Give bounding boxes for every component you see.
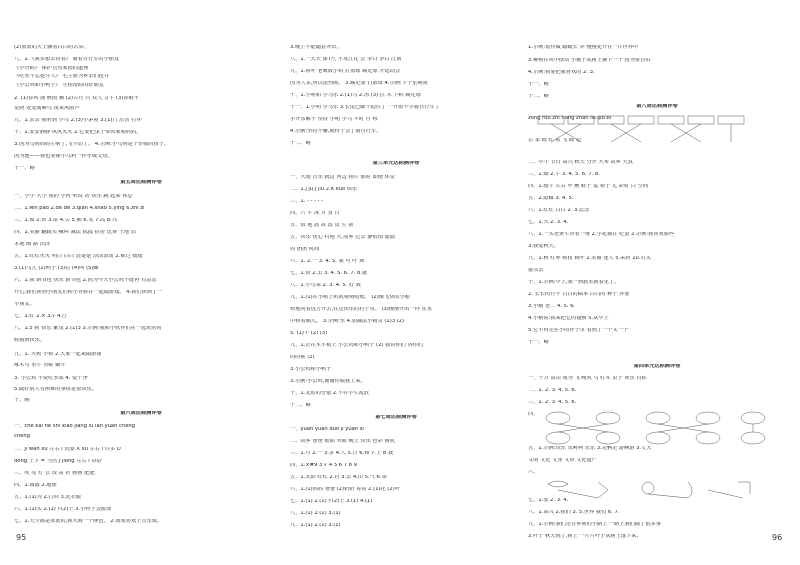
answer-line: 七、1.红 2.× 3.√ 4.○ — [14, 314, 67, 319]
answer-line: 八、1.5 树 快乐 繁茂 2.(1)3 3.示例:我和小伙伴们在一起玩的时 — [14, 326, 162, 331]
answer-line: 八、1.一头老黄牛背着一堆 2.小花猫在 吃蛋 2.示例:我喜欢那些 — [528, 232, 675, 237]
section-heading: 第七周达标测评卷 — [375, 415, 417, 420]
answer-line: 中转着圈儿。 3.示例:水 4.加减法小精灵 (1)3 (2) — [290, 319, 405, 324]
answer-line: 5.做好别人有困难的事情是很快乐。 — [14, 387, 97, 392]
answer-line: 2. 长长的竹竿 白白的糯米 白白的 种子 外婆 — [528, 292, 630, 297]
matching-diagram — [528, 114, 778, 158]
answer-line: 十二、略 — [528, 94, 549, 99]
answer-line: 四、六 平 冰 月 直 日 — [290, 211, 340, 216]
answer-line: 觉晓 处处闻啼鸟 夜来风雨声 — [14, 106, 80, 111]
answer-line: 十二、略 — [290, 141, 311, 146]
answer-line: 3.我爱秋天。 — [528, 244, 559, 249]
answer-line: 五、2.隐藏 3. 4. 5. — [528, 196, 574, 201]
answer-line: 九、1.荷叶 老鹰数小鸡 打篮球 踢足球 开运动会 — [290, 69, 401, 74]
page-number-right: 96 — [772, 533, 783, 542]
answer-line: 3.因为乌鸦妈妈生病了,飞不动了。 4.示例:小乌鸦是个孝敬的孩子, — [14, 142, 166, 147]
section-heading: 第六周达标测评卷 — [120, 411, 162, 416]
answer-line: 3.(1)马儿 (2)鸭子 (3)拉 (4)叫 (5)蜂 — [14, 266, 99, 271]
answer-line: 1.示例:很待做 蜡蜡长 穿 慢慢花开在一片世界中 — [528, 45, 639, 50]
answer-line: 十、1.友谊的分量 2.不许学生乱放 — [290, 391, 369, 396]
answer-line: 八、1.小鸟来 2. 3. 4. 5. 好 数 — [290, 283, 361, 288]
answer-line: zōng rou zhǐ hóng zhān fēi pò bì — [528, 116, 612, 121]
answer-line: 六、1. 2.一 3. 4. 5. 我 可 叶 舞 — [290, 259, 365, 264]
answer-line: 2. (1)春风 蒲 秋雨 飘 (2)古月 吕 双人 言午 (3)春眠不 — [14, 96, 139, 101]
answer-line: 六、 — [528, 470, 539, 475]
answer-line: 三、1.烟 2.午 3. 4. 5. 6. 7. 8. — [528, 172, 600, 177]
answer-line: 十、1.安安静静 风风火火 2.它要把虫子带回家喂妈妈。 — [14, 130, 142, 135]
answer-line: (2)蓝蓝的天上飘着白白的云朵。 — [14, 45, 89, 50]
answer-line: 一、大地 音乐 就这 河边 相片 那时 即使 休觉 — [290, 175, 395, 180]
answer-line: 三、1. 2. 3. 4. 5. 6. — [528, 400, 577, 405]
answer-line: 六、1.(1)头 2.(1)下(2)上 3.小鸭子会游泳 — [14, 507, 112, 512]
answer-line: 开心,我们读到小朋友们和小青蛙在一起做游戏。 4.我们读到了一 — [14, 290, 163, 295]
section-heading: 第五周达标测评卷 — [120, 180, 162, 185]
answer-line: 啄木鸟 水牛 青蛙 蜗牛 — [14, 363, 66, 368]
answer-line: 一、chē kāi hé shí xiǎo jiāng lǜ lǎn yuǎn chéng — [14, 424, 135, 429]
answer-line: 一、千万 高山 成为 飞 晚风 马 红军 虫子 欢乐 目标 — [528, 376, 647, 381]
answer-line: 3.柳树在风中摆动 小猴子从树上摘下一个 因为要自由 — [528, 58, 651, 63]
answer-line: 七、1.(1) 2.(1)下(2)上 3.(1) 4.(1) — [290, 499, 373, 504]
answer-line: 四、1.缓午 左右 甲 鲤 蛙子 麦 筷子 尤 彩虹 白 空间 — [528, 184, 649, 189]
answer-line: 小朋友。 — [14, 302, 35, 307]
answer-line: 五、1.(1)为 2.打回 3.洗衣服 — [14, 495, 81, 500]
answer-line: 四、1.圆圆 2.地球 — [14, 483, 57, 488]
answer-line: 接头去 — [528, 268, 544, 273]
answer-line: 《小青蛙》 保护自然家园的道理 — [14, 66, 89, 71]
answer-line: 七、1.张 2. 3. 4. — [528, 498, 569, 503]
answer-line: 3.叶子 秋天到了,树上 一片片叶子从树上落下来。 — [528, 534, 642, 539]
picture-matching-figure — [528, 478, 778, 502]
answer-line: 总 柔 纸 红 站 飞 破 必 — [528, 138, 582, 143]
answer-line: 八、1.《我多想去看看》 骑着自行车的小朋友 — [14, 57, 120, 62]
section-heading: 第八周达标测评卷 — [636, 104, 678, 109]
answer-line: 3.小鹅 老二 4. 5. 6. — [528, 304, 576, 309]
answer-line: dong 上下 = 当然 J jiong 左右 l 讲话 — [14, 459, 102, 464]
answer-line: 5. (1)不 (2) (3) — [290, 331, 328, 336]
answer-line: 五、1.太阳 红红 2.自 3.去 4.山 5.气 6.朵 — [290, 475, 387, 480]
answer-line: 《小公鸡和小鸭子》 互相帮助的好朋友 — [14, 83, 104, 88]
answer-line: 五、1.示例:玩乐 乐呵呵 乐乐 3.走啊走 游啊游 3.丈夫 — [528, 446, 652, 451]
answer-line: 六、1.红红 白白 2. 3.思念 — [528, 208, 590, 213]
leaf-matching-figure — [528, 410, 778, 446]
answer-line: 二、1.j ju J jiu 2.K kuo 快乐 — [290, 187, 358, 192]
section-heading: 第三单元达标测评卷 — [372, 161, 420, 166]
answer-line: 十、1.示例:早上,我一到教室就看见了。 — [528, 280, 620, 285]
answer-line: 十一、1.小明 小马乐 3.长尾巴脚十稳住了 一开始不学骑自行车了 — [290, 105, 440, 110]
answer-line: 九、1.(1) 2.(1) 3.(1) — [290, 523, 341, 528]
answer-line: 六、1.(1)妈妈 爸爸 (2)奶奶 哥哥 2.(1)花 (2)叶 — [290, 487, 400, 492]
answer-line: 五、快乐 忧心 村地 大 故乡 过去 静悄悄 溜溜 — [290, 235, 395, 240]
answer-line: 九、1.示例:我们走在乡间的小路上 一路上我们做了很多事 — [528, 522, 661, 527]
answer-line: 的 团团 时间 — [290, 247, 320, 252]
answer-line: 三、1.船 2.伙 3.苗 4.尖 5.鹅 6.笑 7.高 8.兴 — [14, 218, 118, 223]
answer-line: 候感到快乐。 — [14, 338, 46, 343]
answer-line: 三、1. - - - - - — [290, 199, 323, 204]
answer-line: 十一、略 — [528, 82, 549, 87]
answer-line: 十、略 — [14, 398, 30, 403]
answer-line: 七、1.天空都是蓝蓝的,和大海一个颜色。 2.姐姐喜欢上音乐课。 — [14, 519, 163, 524]
answer-line: 二、jǐ wan xu 左右 l 玩耍 X xu 左右 l 许多 D — [14, 447, 121, 452]
answer-line: 六、1.我 新书包 快乐 新书包 2.因为今天小公鸡不能再 有意思 — [14, 278, 157, 283]
answer-line: 轻地向着远方开去,在这快乐的村子里。 (3)像掰开的一样 在水 — [290, 307, 432, 312]
answer-line: 3.晚上不能随意外出。 — [290, 45, 342, 50]
answer-line: 四、1.美丽 翻跟头 喊叫 减法 孤孤 搭房 比赛 土地 沼 — [14, 230, 136, 235]
answer-line: 七、1.快 2.去 3. 4. 5. 6. 7. 8.就 — [290, 271, 368, 276]
answer-line: 因为人多,所以很热闹。 3.踢足球 打篮球 4.示例:下个星期我 — [290, 81, 428, 86]
answer-line: 八、1.一天天 深T尺 不及江花 尝 李白 李白 江南 — [290, 57, 402, 62]
answer-line: 十一、略 — [528, 340, 549, 345]
answer-line: 二、故乡 爸爸 歌曲 外面 晚上 快乐 色彩 商机 — [290, 439, 395, 444]
page-number-left: 95 — [16, 533, 27, 542]
answer-line: 五、饭 地 鼓 故 改 皮 生 我 — [290, 223, 354, 228]
answer-line: 九、1.亲亲 我听到 小鸟 2.(3)小茅屋 3.(1)门 厉害 打坏 — [14, 118, 142, 123]
answer-line: 木地 细 路 沼泽 — [14, 242, 51, 247]
answer-line: 4.小鹅说:我来把它的翅膀 5.从早上 — [528, 316, 609, 321]
answer-line: 一、小小 大小 我的 小河 听说 话 快乐 跳 起来 休息 — [14, 194, 133, 199]
answer-line: 十、1.小明和 小马乐 2.(1)马 2.汤 (3) 拉 木 下鞋 踢足球 — [290, 93, 421, 98]
answer-line: 九、1.秋 红枣 树枝 树叶 2.美丽 迷人 5.采药 10.石头 — [528, 256, 651, 261]
answer-line: 的时候 (2) — [290, 355, 315, 360]
answer-line: 九、1.(1)在小树上叽叽喳喳唱歌。 (2)像飞快的小船 — [290, 295, 410, 300]
answer-line: 三、1.月 2.一 3.多 4.人 5.日 6.和 7.上 8.我 — [290, 451, 394, 456]
answer-line: 四、 — [528, 412, 539, 417]
answer-line: 3.小公鸡和小鸭子 — [290, 367, 332, 372]
section-heading: 第四单元达标测评卷 — [633, 364, 681, 369]
answer-line: 《吃水不忘挖井人》 毛主席为乡亲们挖井 — [14, 74, 110, 79]
answer-line: 七、1.大 2. 3. 4. — [528, 220, 569, 225]
answer-line: 二、1.fēn pǎo 2.dé de 3.qiān 4.shǎo 5.yǐng 6.zhī zǐ — [14, 206, 145, 211]
answer-line: 文明 文化 文身 文章 文化遗产 — [528, 458, 597, 463]
answer-line: 九、1.正在木平板上 小公鸡和小鸭子 (2) 我讲你们 讲你们 — [290, 343, 424, 348]
answer-line: 小开亲解不 坚持 小明 小马 平时 自 练 — [290, 117, 378, 122]
answer-line: chéng — [14, 434, 30, 439]
answer-line: 八、1.(1) 2.(1) 3.(1) — [290, 511, 341, 516]
answer-line: 十一、略 — [14, 166, 35, 171]
answer-line: 3. 小公鸡 不爱吃水果 4. 爱干净 — [14, 376, 88, 381]
answer-line: 二、中午 节日 高兴 秋天 分开 大米 故乡 天真 — [528, 160, 633, 165]
answer-line: 5.它不再走在小的伴子里 看到了一个又一个 — [528, 328, 628, 333]
answer-line: 四、1.×#9 3 √ 4 5 6 7 8 9 — [290, 463, 357, 468]
answer-line: 三、吹 亮 灯 公 饭 站 折 画画 肥肥 — [14, 471, 95, 476]
answer-line: 4.示例:我要把我喜欢的 2. 3. — [528, 70, 595, 75]
answer-line: 因为他——我也要像小乌鸦一样孝敬父母。 — [14, 154, 113, 159]
answer-line: 九、1. 大树 小树 2.大家一起来做游戏 — [14, 352, 102, 357]
answer-line: 八、1.高兴 2.我们 3. 5.世界 我们 6. 7. — [528, 510, 620, 515]
answer-line: 一、yuàn yuàn duǒ jī yuán sī — [290, 427, 364, 432]
answer-line: 二、1. 2. 3. 4. 5. 6. — [528, 388, 577, 393]
answer-line: 十二、略 — [290, 403, 311, 408]
answer-line: 3.示例:小公鸡,谢谢你救我上来。 — [290, 379, 366, 384]
answer-line: 4.示例:坚持不懈,就终于会了骑自行车。 — [290, 129, 382, 134]
answer-line: 五、1.红红火火 明白 白白 清楚楚 活活泼泼 2.难过 缓缓 — [14, 254, 143, 259]
